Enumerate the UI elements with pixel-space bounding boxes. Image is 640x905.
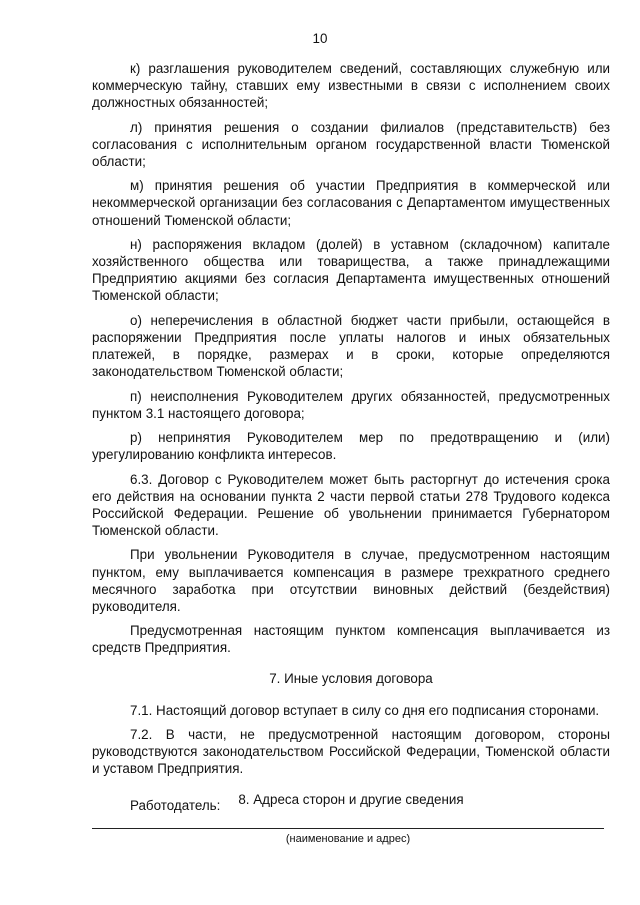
page-number: 10	[312, 31, 328, 46]
employer-block	[92, 797, 610, 814]
paragraph-6-3: 6.3. Договор с Руководителем может быть расторгнут до истечения срока его действия на основании пункта 2 части первой статьи 278 Трудового кодекса Российской Федерации. Решение об увольнении принимается Губернатором Тюменской области.	[92, 471, 610, 538]
paragraph-7-1: 7.1. Настоящий договор вступает в силу со дня его подписания сторонами.	[130, 702, 600, 718]
paragraph-compensation-source: Предусмотренная настоящим пунктом компенсация выплачивается из средств Предприятия.	[92, 623, 610, 656]
paragraph-k: к) разглашения руководителем сведений, составляющих служебную или коммерческую тайну, ставших ему известными в связи с исполнением своих должностных обязанностей;	[92, 61, 610, 111]
signature-line	[92, 828, 604, 829]
employer-label: Работодатель:	[130, 798, 221, 813]
paragraph-m: м) принятия решения об участии Предприятия в коммерческой или некоммерческой организации без согласования с Департаментом имущественных отношений Тюменской области;	[92, 178, 610, 228]
paragraph-7-2: 7.2. В части, не предусмотренной настоящим договором, стороны руководствуются законодательством Российской Федерации, Тюменской области и уставом Предприятия.	[92, 727, 610, 777]
paragraph-p: п) неисполнения Руководителем других обязанностей, предусмотренных пунктом 3.1 настоящего договора;	[92, 388, 610, 421]
document-body	[92, 60, 610, 808]
paragraph-l: л) принятия решения о создании филиалов (представительств) без согласования с исполнительным органом государственной власти Тюменской области;	[92, 119, 610, 169]
paragraph-r: р) непринятия Руководителем мер по предотвращению и (или) урегулированию конфликта интересов.	[92, 430, 610, 463]
name-address-caption: (наименование и адрес)	[285, 833, 411, 845]
paragraph-compensation: При увольнении Руководителя в случае, предусмотренном настоящим пунктом, ему выплачивается компенсация в размере трехкратного среднего месячного заработка при отсутствии виновных действий (бездействия) руководителя.	[92, 547, 610, 614]
section-8-heading: 8. Адреса сторон и другие сведения	[238, 792, 464, 808]
paragraph-n: н) распоряжения вкладом (долей) в уставном (складочном) капитале хозяйственного общества или товарищества, а также принадлежащими Предприятию акциями без согласия Департамента имущественных отношений Тюменской области;	[92, 237, 610, 304]
paragraph-o: о) неперечисления в областной бюджет части прибыли, остающейся в распоряжении Предприятия после уплаты налогов и иных обязательных платежей, в порядке, размерах и в сроки, которые определяются законодательством Тюменской области;	[92, 312, 610, 380]
section-7-heading: 7. Иные условия договора	[269, 671, 433, 687]
